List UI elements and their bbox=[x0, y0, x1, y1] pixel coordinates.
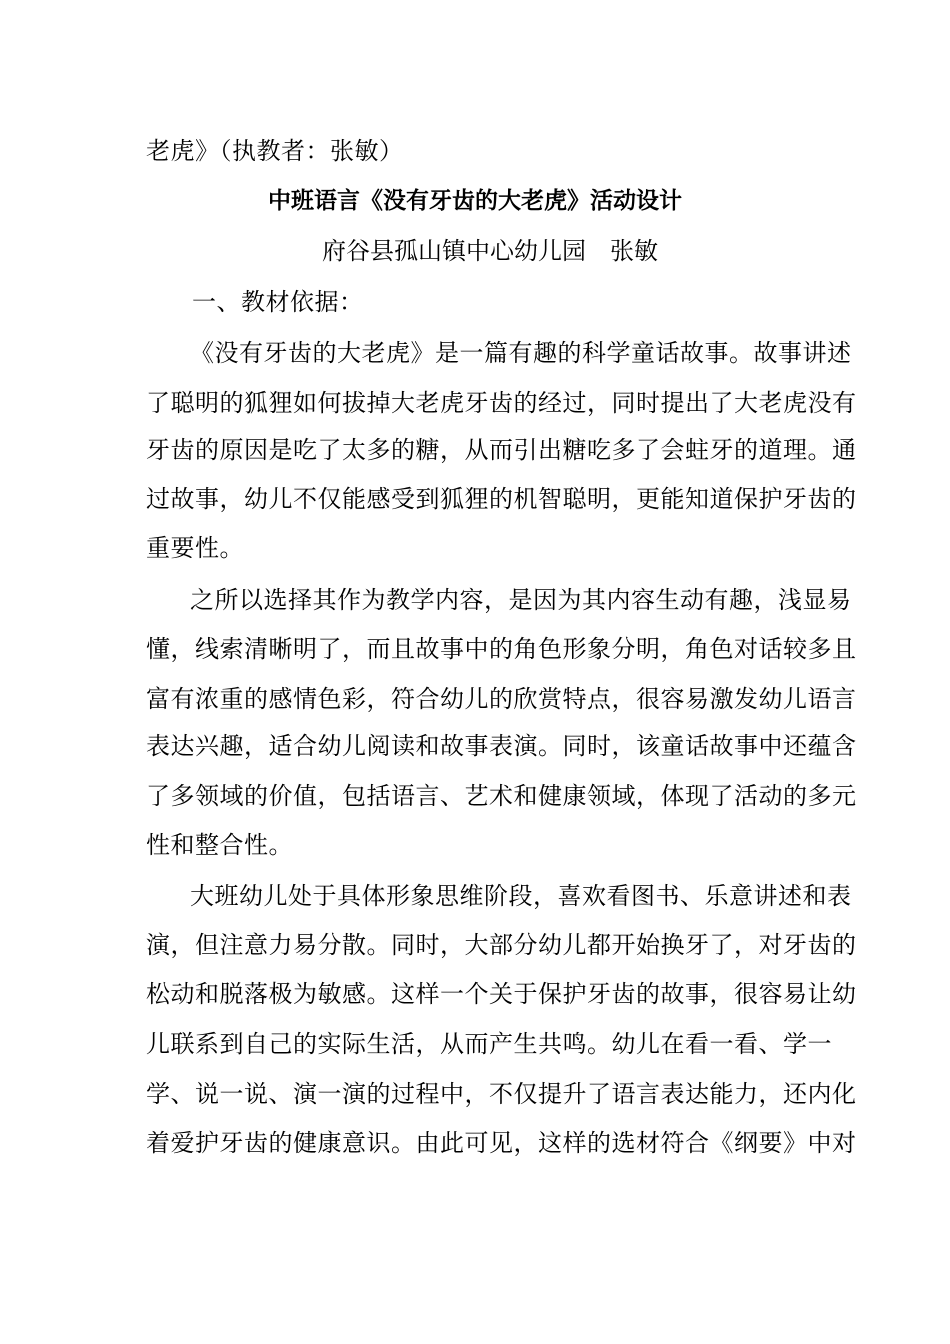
paragraph-line: 演，但注意力易分散。同时，大部分幼儿都开始换牙了，对牙齿的 bbox=[146, 931, 857, 959]
paragraph-line: 着爱护牙齿的健康意识。由此可见，这样的选材符合《纲要》中对 bbox=[146, 1129, 857, 1157]
paragraph-line: 了多领域的价值，包括语言、艺术和健康领域，体现了活动的多元 bbox=[146, 782, 857, 810]
paragraph-line: 表达兴趣，适合幼儿阅读和故事表演。同时，该童话故事中还蕴含 bbox=[146, 732, 857, 760]
paragraph-line: 儿联系到自己的实际生活，从而产生共鸣。幼儿在看一看、学一 bbox=[146, 1030, 832, 1058]
paragraph-line: 了聪明的狐狸如何拔掉大老虎牙齿的经过，同时提出了大老虎没有 bbox=[146, 389, 857, 417]
paragraph-line: 大班幼儿处于具体形象思维阶段，喜欢看图书、乐意讲述和表 bbox=[190, 882, 852, 910]
paragraph-line: 学、说一说、演一演的过程中，不仅提升了语言表达能力，还内化 bbox=[146, 1080, 857, 1108]
paragraph-line: 性和整合性。 bbox=[146, 831, 293, 859]
author-line: 府谷县孤山镇中心幼儿园 张敏 bbox=[322, 237, 658, 265]
paragraph-line: 《没有牙齿的大老虎》是一篇有趣的科学童话故事。故事讲述 bbox=[190, 339, 852, 367]
header-fragment: 老虎》（执教者：张敏） bbox=[146, 137, 404, 165]
paragraph-line: 过故事，幼儿不仅能感受到狐狸的机智聪明，更能知道保护牙齿的 bbox=[146, 485, 857, 513]
paragraph-line: 牙齿的原因是吃了太多的糖，从而引出糖吃多了会蛀牙的道理。通 bbox=[146, 436, 857, 464]
paragraph-line: 之所以选择其作为教学内容，是因为其内容生动有趣，浅显易 bbox=[190, 586, 852, 614]
section-heading: 一、教材依据： bbox=[192, 288, 364, 316]
paragraph-line: 富有浓重的感情色彩，符合幼儿的欣赏特点，很容易激发幼儿语言 bbox=[146, 685, 857, 713]
paragraph-line: 懂，线索清晰明了，而且故事中的角色形象分明，角色对话较多且 bbox=[146, 635, 857, 663]
paragraph-line: 松动和脱落极为敏感。这样一个关于保护牙齿的故事，很容易让幼 bbox=[146, 980, 857, 1008]
paragraph-line: 重要性。 bbox=[146, 534, 244, 562]
document-title: 中班语言《没有牙齿的大老虎》活动设计 bbox=[268, 187, 682, 214]
